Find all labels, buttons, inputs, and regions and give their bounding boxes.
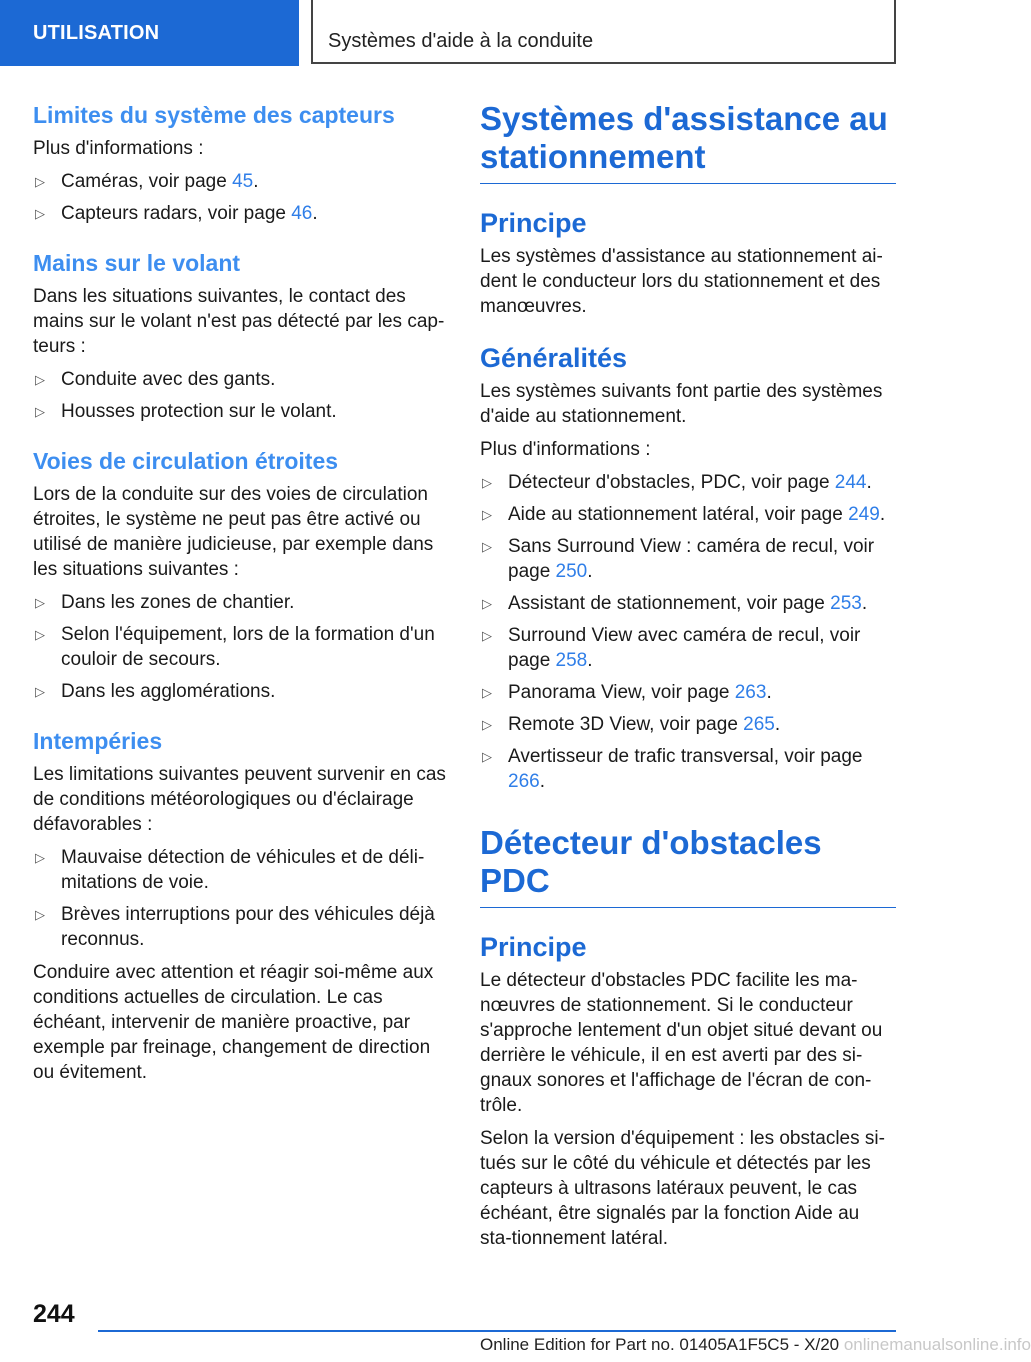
page-link[interactable]: 253	[830, 593, 862, 614]
page-link[interactable]: 250	[555, 561, 588, 582]
page-link[interactable]: 265	[743, 714, 775, 735]
list-item: ▷ Selon l'équipement, lors de la formation d'un couloir de secours.	[35, 624, 435, 670]
triangle-bullet-icon: ▷	[35, 907, 45, 922]
triangle-bullet-icon: ▷	[35, 684, 45, 699]
list-item: ▷ Panorama View, voir page 263.	[482, 682, 772, 703]
list-item: ▷ Caméras, voir page 45.	[35, 171, 259, 192]
page-link[interactable]: 244	[834, 472, 867, 493]
triangle-bullet-icon: ▷	[35, 627, 45, 642]
list-item: ▷ Assistant de stationnement, voir page 253.	[482, 593, 868, 614]
triangle-bullet-icon: ▷	[482, 539, 492, 554]
triangle-bullet-icon: ▷	[35, 174, 45, 189]
heading-narrow-lanes: Voies de circulation étroites	[33, 448, 339, 474]
footer-edition: Online Edition for Part no. 01405A1F5C5 - X/20 onlinemanualsonline.info	[480, 1335, 1031, 1354]
page-link[interactable]: 263	[734, 682, 767, 703]
chapter-tab[interactable]: Systèmes d'aide à la conduite	[311, 0, 896, 64]
paragraph: Les systèmes d'assistance au stationnement ai-dent le conducteur lors du stationnement et des manœuvres.	[480, 246, 883, 317]
heading-sensor-limits: Limites du système des capteurs	[33, 102, 395, 128]
triangle-bullet-icon: ▷	[482, 749, 492, 764]
triangle-bullet-icon: ▷	[35, 206, 45, 221]
narrow-lanes-list	[33, 590, 449, 704]
triangle-bullet-icon: ▷	[482, 507, 492, 522]
paragraph: Les limitations suivantes peuvent survenir en cas de conditions météorologiques ou d'éclairage défavorables :	[33, 764, 446, 835]
triangle-bullet-icon: ▷	[482, 717, 492, 732]
triangle-bullet-icon: ▷	[482, 475, 492, 490]
paragraph: Selon la version d'équipement : les obstacles si-tués sur le côté du véhicule et détectés par les capteurs à ultrasons latéraux peuvent, le cas échéant, être signalés par la fonction Aide au sta-tionnement latéral.	[480, 1128, 885, 1249]
page-link[interactable]: 249	[848, 504, 880, 525]
chapter-title-parking-assist: Systèmes d'assistance au stationnement	[480, 100, 896, 184]
watermark: onlinemanualsonline.info	[843, 1335, 1031, 1354]
paragraph: Les systèmes suivants font partie des systèmes d'aide au stationnement.	[480, 381, 883, 427]
heading-hands-on-wheel: Mains sur le volant	[33, 250, 241, 276]
heading-principle: Principe	[480, 208, 587, 238]
list-item: ▷ Avertisseur de trafic transversal, voir page 266.	[482, 746, 863, 792]
list-item: ▷ Brèves interruptions pour des véhicules déjà reconnus.	[35, 904, 435, 950]
triangle-bullet-icon: ▷	[35, 595, 45, 610]
heading-general: Généralités	[480, 343, 628, 373]
weather-list	[33, 845, 449, 952]
right-column	[480, 100, 896, 1259]
page-number: 244	[33, 1300, 75, 1328]
triangle-bullet-icon: ▷	[35, 850, 45, 865]
page-link[interactable]: 45	[232, 171, 254, 192]
page-link[interactable]: 266	[508, 771, 540, 792]
list-item: ▷ Détecteur d'obstacles, PDC, voir page 244.	[482, 472, 872, 493]
hands-list	[33, 367, 449, 424]
list-item: ▷ Remote 3D View, voir page 265.	[482, 714, 781, 735]
page-link[interactable]: 46	[291, 203, 313, 224]
list-item: ▷ Dans les zones de chantier.	[35, 592, 295, 613]
page-link[interactable]: 258	[555, 650, 588, 671]
paragraph: Le détecteur d'obstacles PDC facilite les ma-nœuvres de stationnement. Si le conducteur s'approche lentement d'un objet situé devant ou derrière le véhicule, il en est averti par des si-gnaux sonores et l'affichage de l'écran de con-trôle.	[480, 970, 883, 1116]
paragraph: Dans les situations suivantes, le contact des mains sur le volant n'est pas détecté par les cap-teurs :	[33, 286, 445, 357]
sensor-limits-list	[33, 169, 449, 226]
triangle-bullet-icon: ▷	[35, 404, 45, 419]
triangle-bullet-icon: ▷	[482, 628, 492, 643]
page-header	[0, 0, 960, 66]
more-info-text: Plus d'informations :	[33, 138, 204, 159]
list-item: ▷ Surround View avec caméra de recul, voir page 258.	[482, 625, 861, 671]
section-tab[interactable]: UTILISATION	[0, 0, 299, 66]
parking-systems-list	[480, 470, 896, 794]
more-info-text: Plus d'informations :	[480, 439, 651, 460]
left-column	[33, 100, 449, 1093]
heading-weather: Intempéries	[33, 728, 163, 754]
list-item: ▷ Capteurs radars, voir page 46.	[35, 203, 318, 224]
list-item: ▷ Mauvaise détection de véhicules et de déli-mitations de voie.	[35, 847, 425, 893]
list-item: ▷ Sans Surround View : caméra de recul, voir page 250.	[482, 536, 875, 582]
list-item: ▷ Conduite avec des gants.	[35, 369, 276, 390]
paragraph: Lors de la conduite sur des voies de circulation étroites, le système ne peut pas être activé ou utilisé de manière judicieuse, par exemple dans les situations suivantes :	[33, 484, 434, 580]
list-item: ▷ Aide au stationnement latéral, voir page 249.	[482, 504, 886, 525]
list-item: ▷ Dans les agglomérations.	[35, 681, 276, 702]
chapter-title-pdc: Détecteur d'obstacles PDC	[480, 824, 896, 908]
list-item: ▷ Housses protection sur le volant.	[35, 401, 337, 422]
heading-principle-pdc: Principe	[480, 932, 587, 962]
paragraph: Conduire avec attention et réagir soi-même aux conditions actuelles de circulation. Le cas échéant, intervenir de manière proactive, par exemple par freinage, changement de direction ou évitement.	[33, 962, 434, 1083]
triangle-bullet-icon: ▷	[482, 596, 492, 611]
triangle-bullet-icon: ▷	[35, 372, 45, 387]
footer-divider	[98, 1330, 896, 1332]
triangle-bullet-icon: ▷	[482, 685, 492, 700]
